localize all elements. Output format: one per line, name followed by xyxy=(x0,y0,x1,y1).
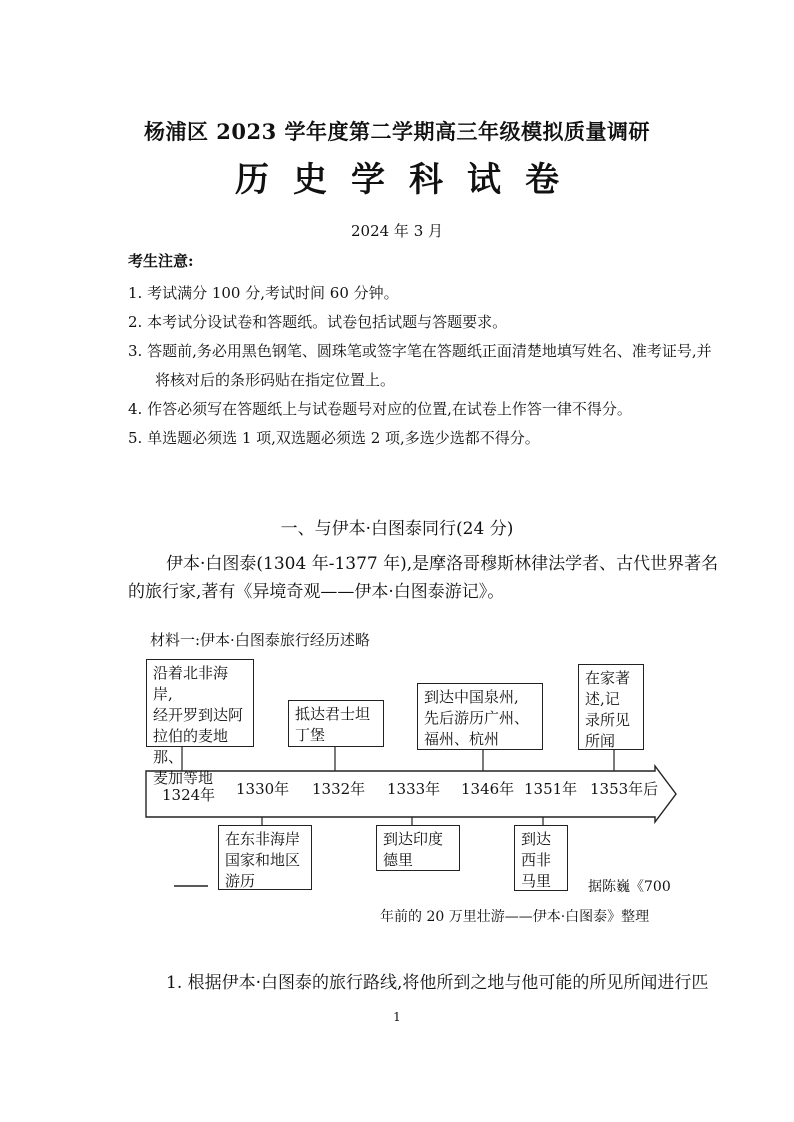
year-1324: 1324年 xyxy=(162,786,216,804)
event-box-1333-line-2: 德里 xyxy=(383,851,414,869)
event-box-1346-line-1: 到达中国泉州, xyxy=(424,688,519,706)
event-box-1351 xyxy=(514,825,568,891)
year-1332: 1332年 xyxy=(312,780,366,798)
year-1330: 1330年 xyxy=(236,780,290,798)
event-box-1324-line-2: 经开罗到达阿 xyxy=(153,706,244,724)
notice-item-5: 5. 单选题必须选 1 项,双选题必须选 2 项,多选少选都不得分。 xyxy=(128,429,540,447)
event-box-1333 xyxy=(376,825,460,871)
notice-item-2: 2. 本考试分设试卷和答题纸。试卷包括试题与答题要求。 xyxy=(128,313,508,331)
notice-item-1: 1. 考试满分 100 分,考试时间 60 分钟。 xyxy=(128,284,399,302)
exam-subtitle: 杨浦区 2023 学年度第二学期高三年级模拟质量调研 xyxy=(143,119,651,144)
material-label: 材料一:伊本·白图泰旅行经历述略 xyxy=(150,631,370,649)
exam-date: 2024 年 3 月 xyxy=(350,222,444,240)
event-box-1353-line-3: 录所见 xyxy=(585,711,631,729)
intro-line-1: 伊本·白图泰(1304 年-1377 年),是摩洛哥穆斯林律法学者、古代世界著名 xyxy=(166,554,719,574)
event-box-1346 xyxy=(417,683,543,750)
notice-heading: 考生注意: xyxy=(128,252,194,270)
question-1: 1. 根据伊本·白图泰的旅行路线,将他所到之地与他可能的所见所闻进行匹 xyxy=(166,973,709,993)
section-heading: 一、与伊本·白图泰同行(24 分) xyxy=(280,519,514,539)
year-1351: 1351年 xyxy=(524,780,578,798)
year-1353: 1353年后 xyxy=(590,780,659,798)
event-box-1330 xyxy=(218,825,312,890)
notice-item-3: 3. 答题前,务必用黑色钢笔、圆珠笔或签字笔在答题纸正面清楚地填写姓名、准考证号,并 xyxy=(128,342,712,360)
event-box-1353-line-4: 所闻 xyxy=(585,732,616,750)
event-box-1351-line-1: 到达 xyxy=(521,830,552,848)
event-box-1346-line-2: 先后游历广州、 xyxy=(424,709,530,727)
event-box-1351-line-3: 马里 xyxy=(521,872,552,890)
event-box-1353 xyxy=(578,664,644,750)
event-box-1353-line-2: 述,记 xyxy=(585,690,620,708)
notice-item-4: 4. 作答必须写在答题纸上与试卷题号对应的位置,在试卷上作答一律不得分。 xyxy=(128,400,632,418)
event-box-1324-line-3: 拉伯的麦地那、 xyxy=(153,727,229,766)
event-box-1332-line-1: 抵达君士坦 xyxy=(295,705,371,723)
source-line-1: 据陈巍《700 xyxy=(588,879,671,895)
event-box-1324-line-4: 麦加等地 xyxy=(153,769,214,787)
event-box-1332 xyxy=(288,700,384,747)
event-box-1330-line-3: 游历 xyxy=(225,872,256,890)
event-box-1330-line-2: 国家和地区 xyxy=(225,851,301,869)
year-1346: 1346年 xyxy=(461,780,515,798)
intro-line-2: 的旅行家,著有《异境奇观——伊本·白图泰游记》。 xyxy=(128,582,505,602)
event-box-1346-line-3: 福州、杭州 xyxy=(424,730,500,748)
event-box-1353-line-1: 在家著 xyxy=(585,669,631,687)
event-box-1351-line-2: 西非 xyxy=(521,851,552,869)
source-line-2: 年前的 20 万里壮游——伊本·白图泰》整理 xyxy=(380,909,650,925)
notice-item-3-continued: 将核对后的条形码贴在指定位置上。 xyxy=(155,371,396,389)
event-box-1324-line-1: 沿着北非海岸, xyxy=(153,664,229,703)
page-number: 1 xyxy=(393,1010,401,1024)
event-box-1330-line-1: 在东非海岸 xyxy=(225,830,301,848)
year-1333: 1333年 xyxy=(387,780,441,798)
event-box-1332-line-2: 丁堡 xyxy=(295,726,326,744)
event-box-1333-line-1: 到达印度 xyxy=(383,830,444,848)
event-box-1324 xyxy=(146,659,254,787)
exam-title: 历史学科试卷 xyxy=(235,160,583,200)
